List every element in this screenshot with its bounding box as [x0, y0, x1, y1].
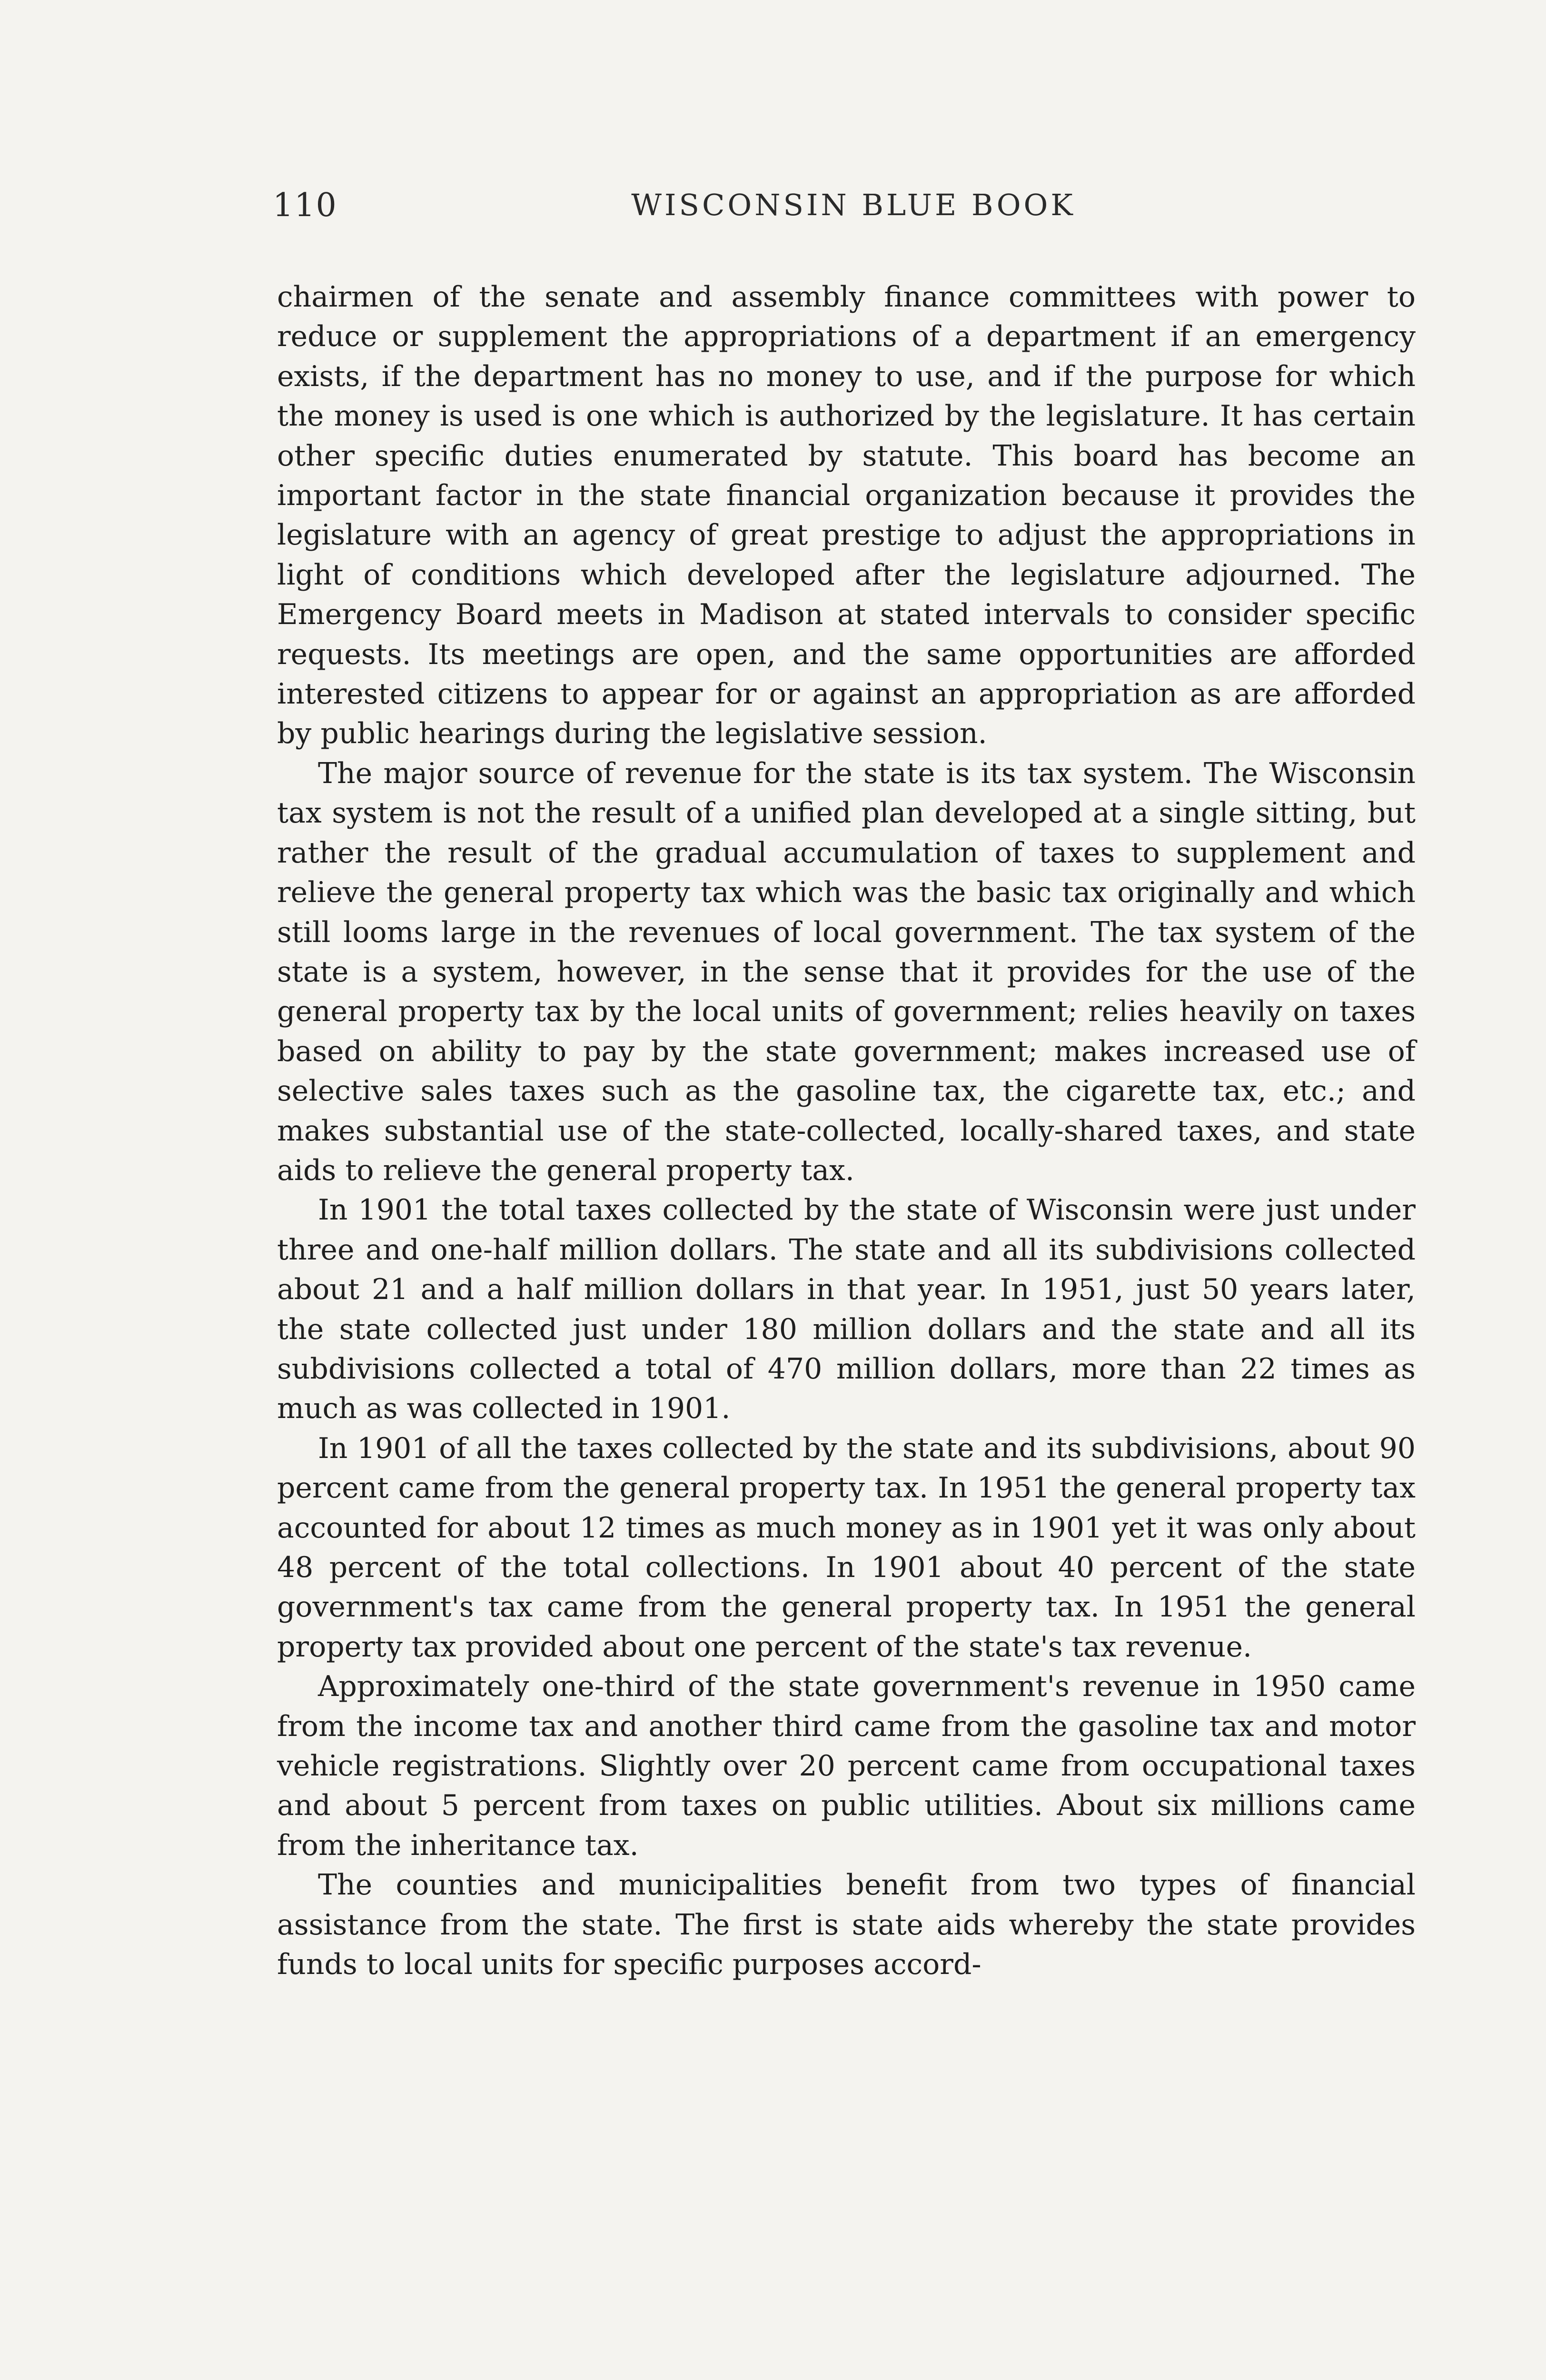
paragraph-general-property-tax: In 1901 of all the taxes collected by the state and its subdivisions, about 90 percent came from the general property tax. In 1951 the general property tax accounted for about 12 times as much money as in 1901 yet it was only about 48 percent of the total collections. In 1901 about 40 percent of the state government's tax came from the general property tax. In 1951 the general property tax provided about one percent of the state's tax revenue.	[277, 1431, 1416, 1664]
body-text	[277, 278, 1416, 1984]
page-number: 110	[273, 187, 337, 224]
paragraph-emergency-board: chairmen of the senate and assembly finance committees with power to reduce or supplement the appropriations of a department if an emergency exists, if the department has no money to use, and if the purpose for which the money is used is one which is authorized by the legislature. It has certain other specific duties enumerated by statute. This board has become an important factor in the state financial organization because it provides the legislature with an agency of great prestige to adjust the appropriations in light of conditions which developed after the legislature adjourned. The Emergency Board meets in Madison at stated intervals to consider specific requests. Its meetings are open, and the same opportunities are afforded interested citizens to appear for or against an appropriation as are afforded by public hearings during the legislative session.	[277, 280, 1416, 751]
running-title: WISCONSIN BLUE BOOK	[631, 188, 1076, 222]
paragraph-financial-assistance: The counties and municipalities benefit from two types of financial assistance from the state. The first is state aids whereby the state provides funds to local units for specific purposes accord-	[277, 1868, 1416, 1982]
page-header	[273, 187, 1415, 229]
paragraph-taxes-1901: In 1901 the total taxes collected by the state of Wisconsin were just under three and one-half million dollars. The state and all its subdivisions collected about 21 and a half million dollars in that year. In 1951, just 50 years later, the state collected just under 180 million dollars and the state and all its subdivisions collected a total of 470 million dollars, more than 22 times as much as was collected in 1901.	[277, 1193, 1416, 1426]
paragraph-tax-system: The major source of revenue for the state is its tax system. The Wisconsin tax system is not the result of a unified plan developed at a single sitting, but rather the result of the gradual accumulation of taxes to supplement and relieve the general property tax which was the basic tax originally and which still looms large in the revenues of local government. The tax system of the state is a system, however, in the sense that it provides for the use of the general property tax by the local units of government; relies heavily on taxes based on ability to pay by the state government; makes increased use of selective sales taxes such as the gasoline tax, the cigarette tax, etc.; and makes substantial use of the state-collected, locally-shared taxes, and state aids to relieve the general property tax.	[277, 756, 1416, 1187]
paragraph-revenue-sources: Approximately one-third of the state government's revenue in 1950 came from the income tax and another third came from the gasoline tax and motor vehicle registrations. Slightly over 20 percent came from occupational taxes and about 5 percent from taxes on public utilities. About six millions came from the inheritance tax.	[277, 1670, 1416, 1862]
